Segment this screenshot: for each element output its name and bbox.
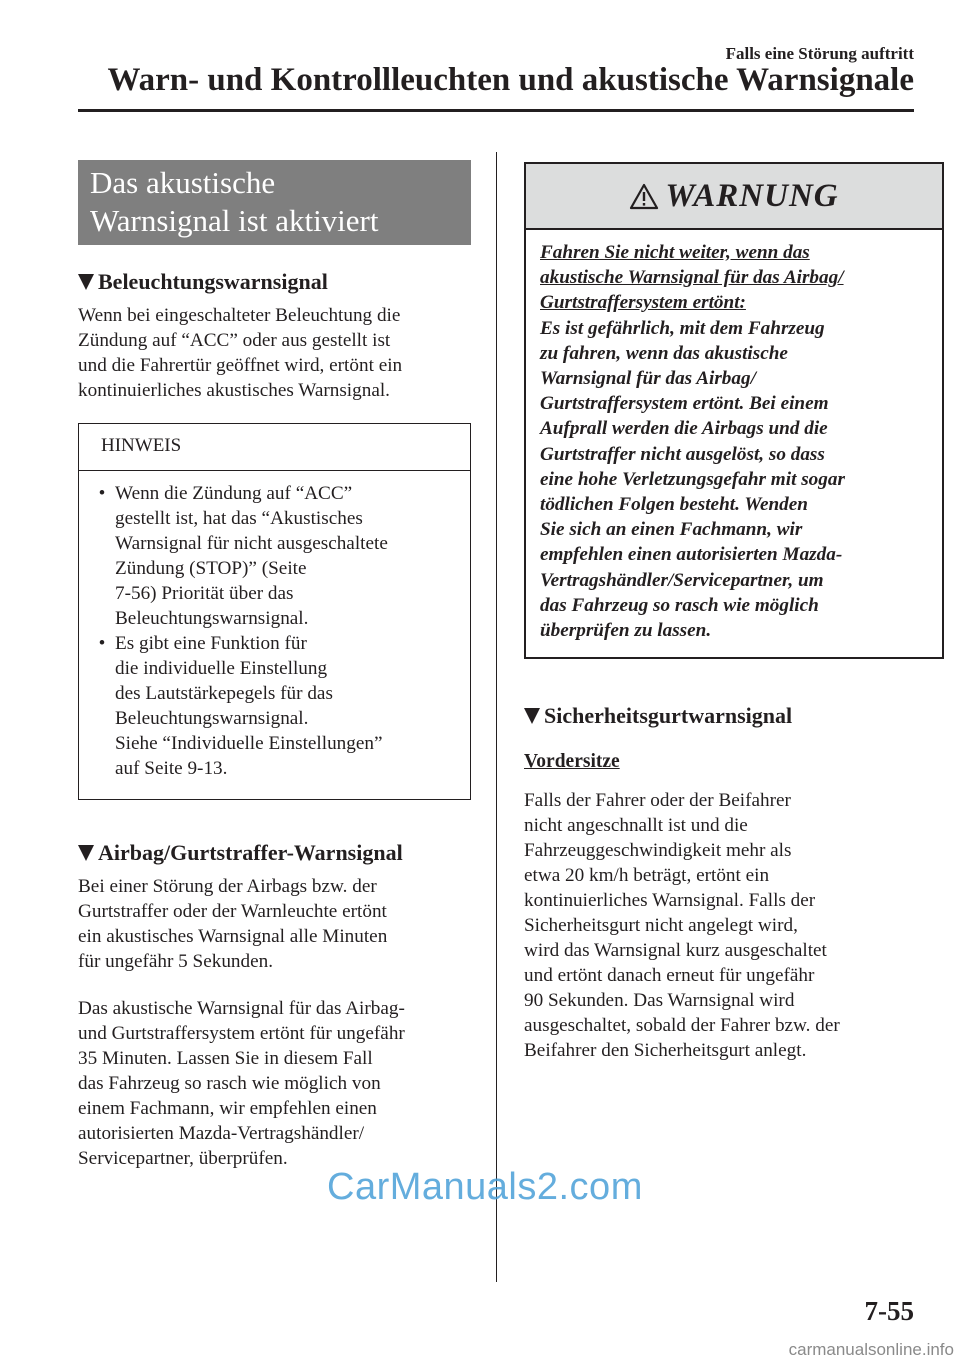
text-line: eine hohe Verletzungsgefahr mit sogar: [540, 468, 845, 490]
text-line: empfehlen einen autorisierten Mazda-: [540, 544, 843, 566]
triangle-down-icon: [78, 274, 94, 290]
text-line: Beleuchtungswarnsignal.: [115, 608, 309, 629]
text-line: Gurtstraffer oder der Warnleuchte ertönt: [78, 901, 387, 922]
note-item: [89, 631, 460, 781]
triangle-down-icon: [524, 708, 540, 724]
right-column: [524, 162, 944, 1063]
text-line: etwa 20 km/h beträgt, ertönt ein: [524, 865, 770, 887]
text-line: wird das Warnsignal kurz ausgeschaltet: [524, 940, 827, 962]
page-number: 7-55: [864, 1296, 914, 1326]
text-line: und die Fahrertür geöffnet wird, ertönt ein: [78, 355, 403, 376]
text-line: Warnsignal für nicht ausgeschaltete: [115, 533, 388, 554]
text-line: Vertragshändler/Servicepartner, um: [540, 569, 824, 591]
text-line: Fahrzeuggeschwindigkeit mehr als: [524, 840, 792, 862]
note-body: [79, 471, 470, 799]
text-line: auf Seite 9-13.: [115, 758, 228, 779]
text-line: Wenn bei eingeschalteter Beleuchtung die: [78, 305, 401, 326]
text-line: Zündung auf “ACC” oder aus gestellt ist: [78, 330, 391, 351]
heading-text: Sicherheitsgurtwarnsignal: [544, 703, 793, 729]
paragraph-beleuchtung: [78, 303, 471, 403]
watermark: CarManuals2.com: [327, 1166, 643, 1208]
text-line: Gurtstraffer nicht ausgelöst, so dass: [540, 443, 825, 465]
text-line: Falls der Fahrer oder der Beifahrer: [524, 790, 791, 812]
text-line: kontinuierliches akustisches Warnsignal.: [78, 380, 390, 401]
text-line: gestellt ist, hat das “Akustisches: [115, 508, 363, 529]
heading-airbag-warnsignal: [78, 840, 471, 866]
paragraph-airbag-2: [78, 996, 471, 1171]
text-line: Wenn die Zündung auf “ACC”: [115, 483, 353, 504]
subheading-vordersitze: Vordersitze: [524, 751, 620, 773]
heading-text: Airbag/Gurtstraffer-Warnsignal: [98, 840, 403, 865]
column-divider: [496, 152, 497, 1282]
text-line: zu fahren, wenn das akustische: [540, 342, 788, 364]
banner-line-1: Das akustische: [90, 165, 276, 200]
warning-title: WARNUNG: [665, 177, 839, 214]
warning-triangle-icon: [629, 183, 659, 210]
page-title: Warn- und Kontrollleuchten und akustische Warnsignale: [107, 62, 914, 98]
heading-sicherheitsgurtwarnsignal: [524, 703, 944, 729]
text-line: das Fahrzeug so rasch wie möglich: [540, 594, 819, 616]
section-banner: [78, 160, 471, 245]
text-line: die individuelle Einstellung: [115, 658, 328, 679]
warning-header: [526, 164, 942, 230]
text-line: überprüfen zu lassen.: [540, 620, 712, 642]
text-line: Beleuchtungswarnsignal.: [115, 708, 309, 729]
banner-line-2: Warnsignal ist aktiviert: [90, 203, 379, 238]
note-label: HINWEIS: [79, 424, 470, 471]
header-rule: [78, 109, 914, 112]
text-line: nicht angeschnallt ist und die: [524, 815, 748, 837]
text-line: 7-56) Priorität über das: [115, 583, 294, 604]
paragraph-airbag-1: [78, 874, 471, 974]
text-line: und ertönt danach erneut für ungefähr: [524, 965, 815, 987]
bullet-icon: •: [98, 633, 106, 654]
text-line: das Fahrzeug so rasch wie möglich von: [78, 1073, 381, 1094]
note-item: [89, 481, 460, 631]
text-line: für ungefähr 5 Sekunden.: [78, 951, 274, 972]
text-line: akustische Warnsignal für das Airbag/: [540, 267, 844, 289]
text-line: autorisierten Mazda-Vertragshändler/: [78, 1123, 365, 1144]
heading-text: Beleuchtungswarnsignal: [98, 269, 328, 294]
text-line: Sicherheitsgurt nicht angelegt wird,: [524, 915, 798, 937]
text-line: Beifahrer den Sicherheitsgurt anlegt.: [524, 1040, 807, 1062]
text-line: ein akustisches Warnsignal alle Minuten: [78, 926, 388, 947]
text-line: Zündung (STOP)” (Seite: [115, 558, 307, 579]
bullet-icon: •: [98, 483, 106, 504]
text-line: Bei einer Störung der Airbags bzw. der: [78, 876, 377, 897]
warning-box: [524, 162, 944, 659]
text-line: Aufprall werden die Airbags und die: [540, 418, 828, 440]
text-line: Siehe “Individuelle Einstellungen”: [115, 733, 383, 754]
text-line: ausgeschaltet, sobald der Fahrer bzw. der: [524, 1015, 840, 1037]
heading-beleuchtungswarnsignal: [78, 269, 471, 295]
text-line: Fahren Sie nicht weiter, wenn das: [540, 242, 810, 263]
text-line: Servicepartner, überprüfen.: [78, 1148, 288, 1169]
text-line: Warnsignal für das Airbag/: [540, 368, 756, 390]
text-line: 35 Minuten. Lassen Sie in diesem Fall: [78, 1048, 373, 1069]
warning-body: [526, 230, 942, 657]
text-line: kontinuierliches Warnsignal. Falls der: [524, 890, 816, 912]
left-column: [78, 160, 471, 1171]
text-line: 90 Sekunden. Das Warnsignal wird: [524, 990, 795, 1012]
footer-site-url: carmanualsonline.info: [788, 1340, 954, 1359]
text-line: tödlichen Folgen besteht. Wenden: [540, 494, 808, 516]
chapter-title: Falls eine Störung auftritt: [725, 44, 914, 63]
text-line: Gurtstraffersystem ertönt. Bei einem: [540, 393, 829, 415]
text-line: Sie sich an einen Fachmann, wir: [540, 519, 803, 541]
note-box: [78, 423, 471, 800]
text-line: Das akustische Warnsignal für das Airbag-: [78, 998, 405, 1019]
text-line: einem Fachmann, wir empfehlen einen: [78, 1098, 377, 1119]
text-line: des Lautstärkepegels für das: [115, 683, 333, 704]
text-line: Es ist gefährlich, mit dem Fahrzeug: [540, 317, 825, 339]
text-line: Gurtstraffersystem ertönt:: [540, 292, 746, 314]
text-line: und Gurtstraffersystem ertönt für ungefähr: [78, 1023, 405, 1044]
text-line: Es gibt eine Funktion für: [115, 633, 307, 654]
triangle-down-icon: [78, 845, 94, 861]
paragraph-gurt: [524, 788, 944, 1063]
